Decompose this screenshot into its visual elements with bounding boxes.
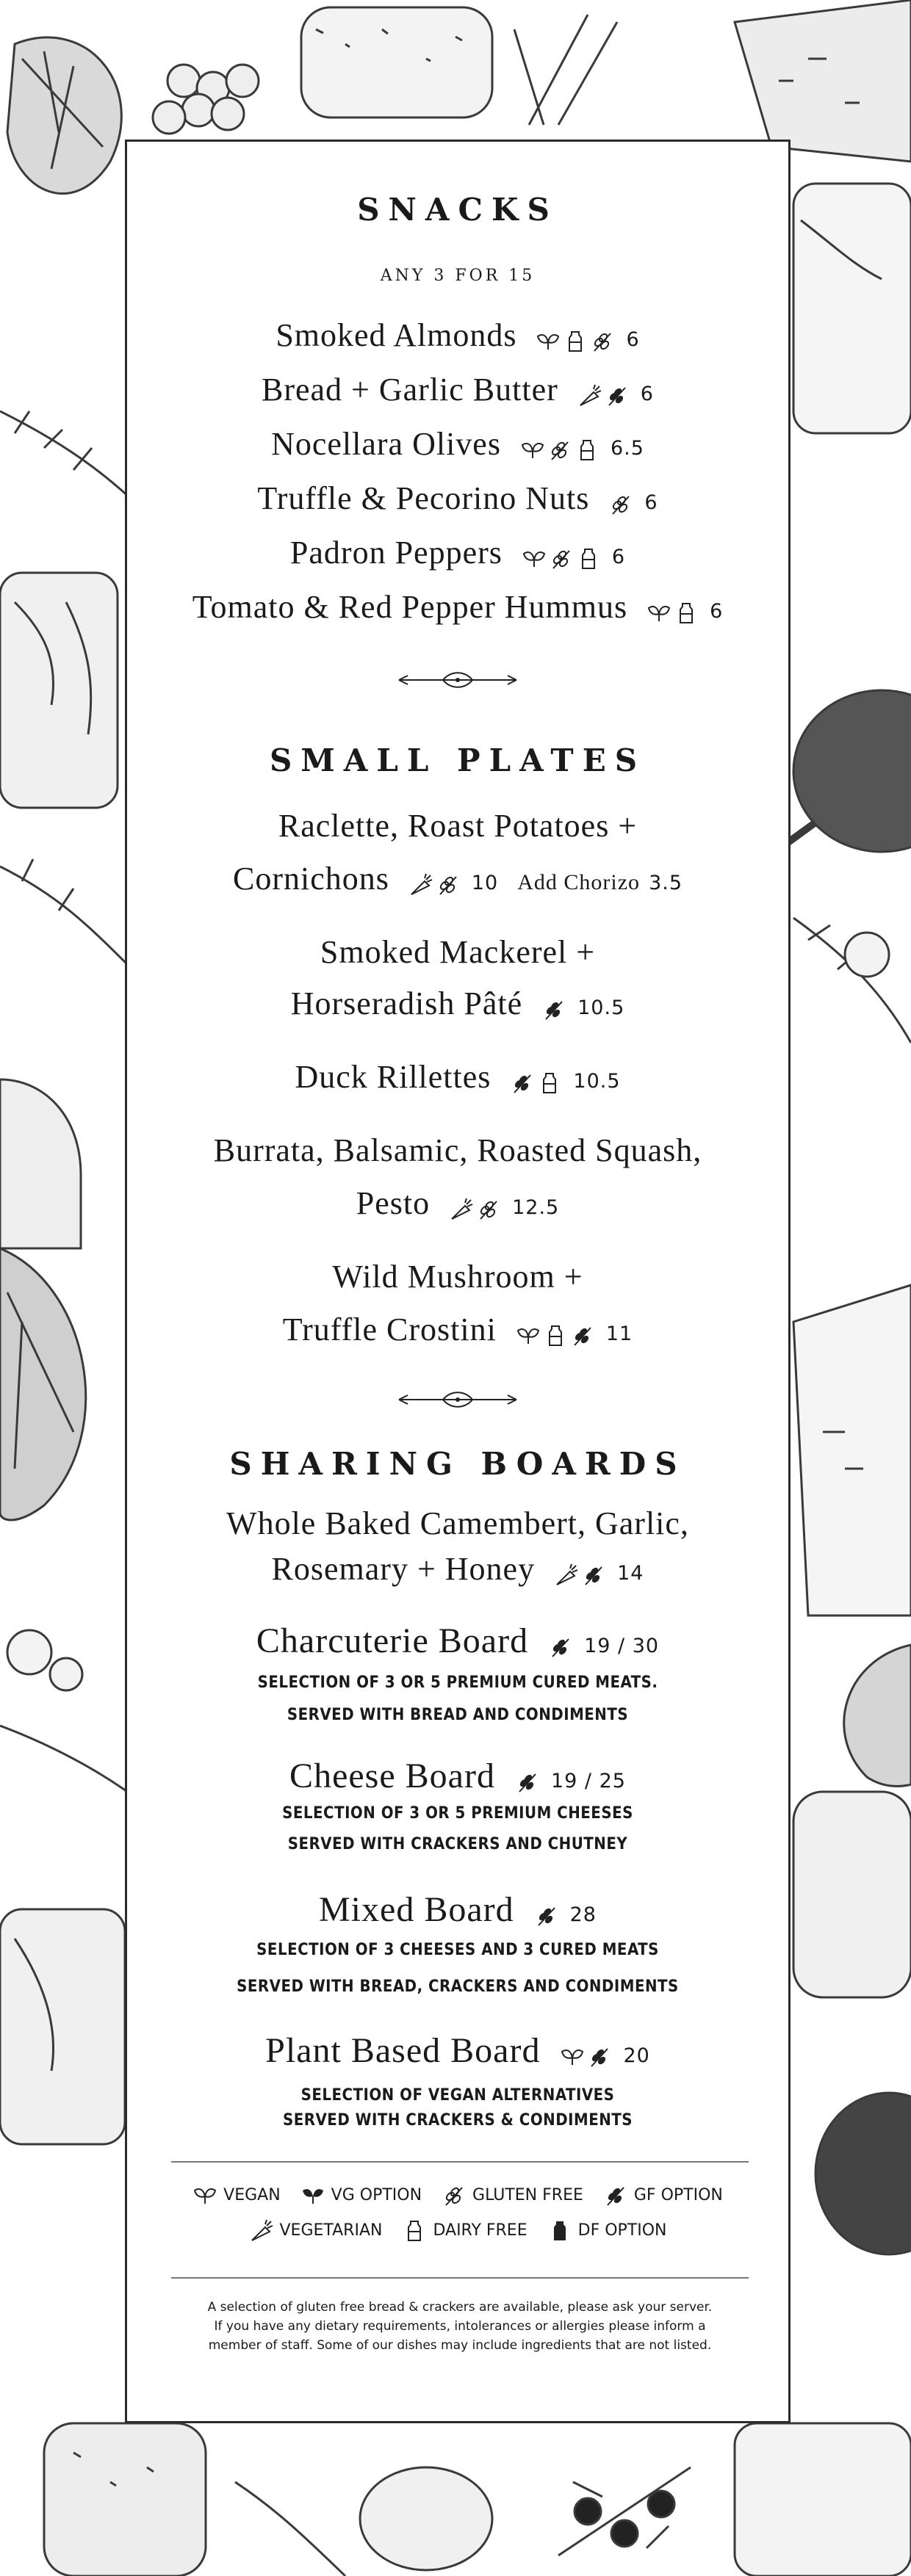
item-price: 11	[605, 1323, 633, 1345]
menu-item-line: Whole Baked Camembert, Garlic,	[226, 1505, 689, 1541]
dairy-free-icon	[402, 2220, 427, 2242]
vegetarian-icon	[554, 1563, 579, 1588]
gluten-free-icon	[547, 438, 572, 463]
item-name: Nocellara Olives	[271, 426, 501, 462]
menu-item	[127, 316, 788, 357]
gluten-free-icon	[436, 872, 461, 897]
item-name: Truffle Crostini	[282, 1311, 497, 1347]
legend-vegetarian: VEGETARIAN	[249, 2220, 383, 2242]
vegetarian-icon	[408, 872, 433, 897]
item-name: Smoked Almonds	[276, 317, 517, 353]
board-name: Charcuterie Board	[256, 1621, 529, 1660]
gf-option-icon	[515, 1770, 540, 1795]
board-description: SELECTION OF VEGAN ALTERNATIVES	[300, 2086, 615, 2105]
menu-item	[127, 985, 788, 1025]
item-price: 6	[640, 383, 654, 405]
gluten-free-icon	[549, 546, 574, 571]
gf-option-icon	[534, 1903, 559, 1928]
item-price: 10	[471, 872, 499, 894]
board-item	[127, 1889, 788, 1933]
board-price: 19 / 25	[550, 1770, 626, 1792]
vegan-icon	[520, 438, 545, 463]
vegetarian-icon	[577, 383, 602, 408]
menu-panel	[125, 140, 791, 2423]
menu-item	[127, 371, 788, 411]
legend-dairy-free: DAIRY FREE	[402, 2220, 527, 2242]
item-name: Rosemary + Honey	[271, 1551, 536, 1587]
item-name: Horseradish Pâté	[290, 985, 523, 1021]
item-price: 6	[626, 328, 640, 351]
menu-item	[127, 1311, 788, 1351]
board-price: 28	[569, 1903, 597, 1926]
board-name: Plant Based Board	[265, 2031, 541, 2070]
menu-item	[127, 1184, 788, 1225]
board-description: SELECTION OF 3 OR 5 PREMIUM CHEESES	[282, 1804, 633, 1823]
item-price: 6	[710, 600, 724, 623]
board-price: 19 / 30	[584, 1635, 660, 1657]
dietary-legend	[127, 2220, 788, 2242]
legend-bottom-rule	[171, 2277, 749, 2279]
vegan-icon	[192, 2185, 217, 2207]
board-name: Mixed Board	[319, 1890, 514, 1929]
snacks-subtitle: ANY 3 FOR 15	[380, 267, 536, 285]
item-name: Duck Rillettes	[295, 1059, 491, 1095]
item-name: Cornichons	[232, 861, 389, 897]
item-price: 6	[644, 491, 658, 514]
item-name: Tomato & Red Pepper Hummus	[192, 589, 628, 625]
allergy-note: A selection of gluten free bread & crackers are available, please ask your server. If you have any dietary requirements, intolerances or allergies please inform a member of staff. Some of our dishes may include ingredients that are not listed.	[207, 2300, 713, 2353]
dairy-free-icon	[674, 601, 699, 626]
gf-option-icon	[587, 2044, 612, 2069]
menu-item-line: Burrata, Balsamic, Roasted Squash,	[213, 1132, 702, 1168]
item-price: 10.5	[577, 996, 625, 1019]
ornament-divider	[392, 1389, 524, 1411]
item-price: 6.5	[610, 437, 644, 460]
menu-item	[127, 480, 788, 520]
df-option-icon	[547, 2220, 572, 2242]
dairy-free-icon	[543, 1323, 568, 1348]
menu-item	[127, 588, 788, 629]
dairy-free-icon	[575, 438, 599, 463]
board-description: SERVED WITH BREAD AND CONDIMENTS	[287, 1706, 629, 1724]
vg-option-icon	[300, 2185, 325, 2207]
legend-vg-option: VG OPTION	[300, 2185, 422, 2207]
board-name: Cheese Board	[289, 1756, 495, 1795]
gluten-free-icon	[442, 2185, 467, 2207]
gluten-free-icon	[476, 1197, 501, 1222]
legend-vegan: VEGAN	[192, 2185, 281, 2207]
board-description: SERVED WITH CRACKERS & CONDIMENTS	[282, 2111, 633, 2130]
vegan-icon	[560, 2044, 585, 2069]
dairy-free-icon	[563, 329, 588, 354]
vegan-icon	[516, 1323, 541, 1348]
item-price: 6	[611, 546, 626, 568]
gf-option-icon	[603, 2185, 628, 2207]
dietary-legend	[127, 2185, 788, 2207]
vegetarian-icon	[249, 2220, 274, 2242]
menu-item-line: Raclette, Roast Potatoes +	[278, 808, 638, 844]
legend-df-option: DF OPTION	[547, 2220, 667, 2242]
menu-item	[127, 425, 788, 466]
menu-item	[127, 534, 788, 574]
vegetarian-icon	[449, 1197, 474, 1222]
board-description: SERVED WITH CRACKERS AND CHUTNEY	[287, 1835, 628, 1853]
board-price: 20	[623, 2044, 650, 2067]
gf-option-icon	[581, 1563, 606, 1588]
add-on-price: 3.5	[649, 872, 683, 894]
item-price: 12.5	[512, 1196, 560, 1219]
menu-item-line: Smoked Mackerel +	[320, 934, 596, 970]
board-item	[127, 1621, 788, 1664]
gf-option-icon	[570, 1323, 595, 1348]
gluten-free-icon	[608, 492, 633, 517]
gf-option-icon	[605, 383, 630, 408]
gf-option-icon	[548, 1635, 573, 1660]
snacks-title: SNACKS	[357, 192, 558, 228]
menu-item	[127, 860, 788, 900]
board-description: SELECTION OF 3 OR 5 PREMIUM CURED MEATS.	[257, 1674, 658, 1692]
ornament-divider	[392, 669, 524, 691]
item-name: Bread + Garlic Butter	[262, 372, 558, 408]
item-name: Pesto	[356, 1185, 431, 1221]
vegan-icon	[647, 601, 671, 626]
item-name: Padron Peppers	[289, 535, 503, 571]
legend-gluten-free: GLUTEN FREE	[442, 2185, 583, 2207]
small-plates-title: SMALL PLATES	[269, 742, 647, 778]
dairy-free-icon	[576, 546, 601, 571]
item-price: 14	[617, 1562, 644, 1585]
menu-item-line: Wild Mushroom +	[332, 1259, 583, 1295]
add-on-label: Add Chorizo	[517, 870, 641, 894]
legend-gf-option: GF OPTION	[603, 2185, 723, 2207]
dairy-free-icon	[537, 1071, 562, 1096]
board-description: SELECTION OF 3 CHEESES AND 3 CURED MEATS	[256, 1941, 659, 1959]
gluten-free-icon	[590, 329, 615, 354]
gf-option-icon	[541, 997, 566, 1022]
board-item	[127, 2030, 788, 2074]
item-name: Truffle & Pecorino Nuts	[257, 480, 590, 516]
item-price: 10.5	[573, 1070, 621, 1093]
vegan-icon	[522, 546, 547, 571]
menu-item	[127, 1058, 788, 1099]
sharing-boards-title: SHARING BOARDS	[229, 1446, 686, 1482]
legend-top-rule	[171, 2161, 749, 2163]
menu-item	[127, 1550, 788, 1591]
board-item	[127, 1756, 788, 1799]
gf-option-icon	[510, 1071, 535, 1096]
vegan-icon	[536, 329, 561, 354]
board-description: SERVED WITH BREAD, CRACKERS AND CONDIMENTS	[237, 1978, 679, 1996]
